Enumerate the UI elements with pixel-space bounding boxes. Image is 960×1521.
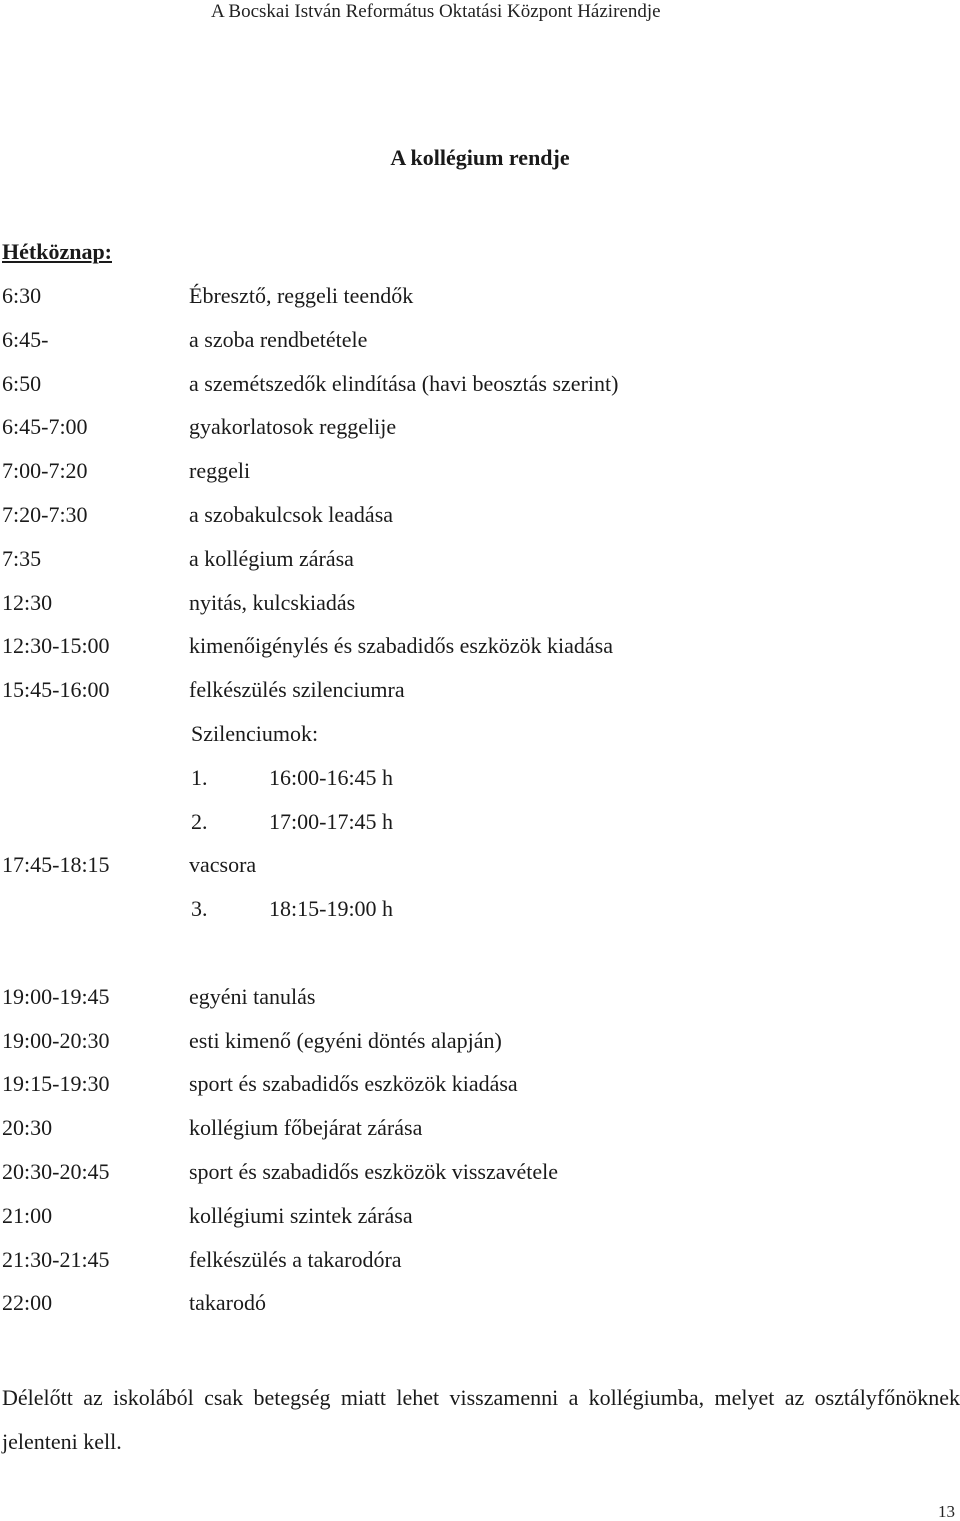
schedule-time: 15:45-16:00: [2, 677, 110, 702]
schedule-time: 6:30: [2, 283, 42, 308]
schedule-time: 6:45-7:00: [2, 414, 88, 439]
schedule-desc: egyéni tanulás: [189, 984, 316, 1009]
schedule-desc: a szobakulcsok leadása: [189, 502, 394, 527]
silence-time: 17:00-17:45 h: [269, 809, 394, 834]
schedule-time: 21:00: [2, 1203, 53, 1228]
schedule-time: 12:30: [2, 590, 53, 615]
schedule-desc: Ébresztő, reggeli teendők: [189, 283, 414, 308]
schedule-time: 19:00-20:30: [2, 1028, 110, 1053]
silence-number: 1.: [191, 765, 208, 790]
schedule-time: 6:45-: [2, 327, 49, 352]
schedule-time: 19:00-19:45: [2, 984, 110, 1009]
schedule-desc: vacsora: [189, 852, 257, 877]
schedule-desc: a szemétszedők elindítása (havi beosztás szerint): [189, 371, 619, 396]
weekday-heading: Hétköznap:: [2, 239, 112, 264]
schedule-desc: kollégiumi szintek zárása: [189, 1203, 413, 1228]
schedule-desc: a kollégium zárása: [189, 546, 354, 571]
schedule-desc: felkészülés a takarodóra: [189, 1247, 402, 1272]
schedule-desc: kollégium főbejárat zárása: [189, 1115, 423, 1140]
silence-time: 16:00-16:45 h: [269, 765, 394, 790]
schedule-time: 20:30: [2, 1115, 53, 1140]
schedule-time: 22:00: [2, 1290, 53, 1315]
silence-time: 18:15-19:00 h: [269, 896, 394, 921]
schedule-desc: kimenőigénylés és szabadidős eszközök kiadása: [189, 633, 613, 658]
schedule-time: 19:15-19:30: [2, 1071, 110, 1096]
schedule-desc: felkészülés szilenciumra: [189, 677, 405, 702]
schedule-time: 20:30-20:45: [2, 1159, 110, 1184]
page-number: 13: [938, 1502, 955, 1521]
schedule-desc: reggeli: [189, 458, 251, 483]
schedule-desc: sport és szabadidős eszközök visszavétele: [189, 1159, 558, 1184]
silence-label: Szilenciumok:: [191, 721, 319, 746]
silence-number: 3.: [191, 896, 208, 921]
schedule-time: 7:35: [2, 546, 42, 571]
schedule-time: 7:20-7:30: [2, 502, 88, 527]
schedule-desc: takarodó: [189, 1290, 266, 1315]
schedule-desc: a szoba rendbetétele: [189, 327, 368, 352]
page-title: A kollégium rendje: [390, 145, 570, 170]
note-paragraph: Délelőtt az iskolából csak betegség miatt lehet visszamenni a kollégiumba, melyet az osztályfőnöknek jelenteni kell.: [2, 1385, 960, 1454]
schedule-time: 6:50: [2, 371, 42, 396]
silence-number: 2.: [191, 809, 208, 834]
schedule-desc: gyakorlatosok reggelije: [189, 414, 397, 439]
schedule-time: 17:45-18:15: [2, 852, 110, 877]
schedule-time: 7:00-7:20: [2, 458, 88, 483]
schedule-desc: sport és szabadidős eszközök kiadása: [189, 1071, 518, 1096]
schedule-time: 21:30-21:45: [2, 1247, 110, 1272]
schedule-time: 12:30-15:00: [2, 633, 110, 658]
schedule-desc: nyitás, kulcskiadás: [189, 590, 356, 615]
schedule-desc: esti kimenő (egyéni döntés alapján): [189, 1028, 502, 1053]
running-header: A Bocskai István Református Oktatási Központ Házirendje: [211, 1, 661, 22]
